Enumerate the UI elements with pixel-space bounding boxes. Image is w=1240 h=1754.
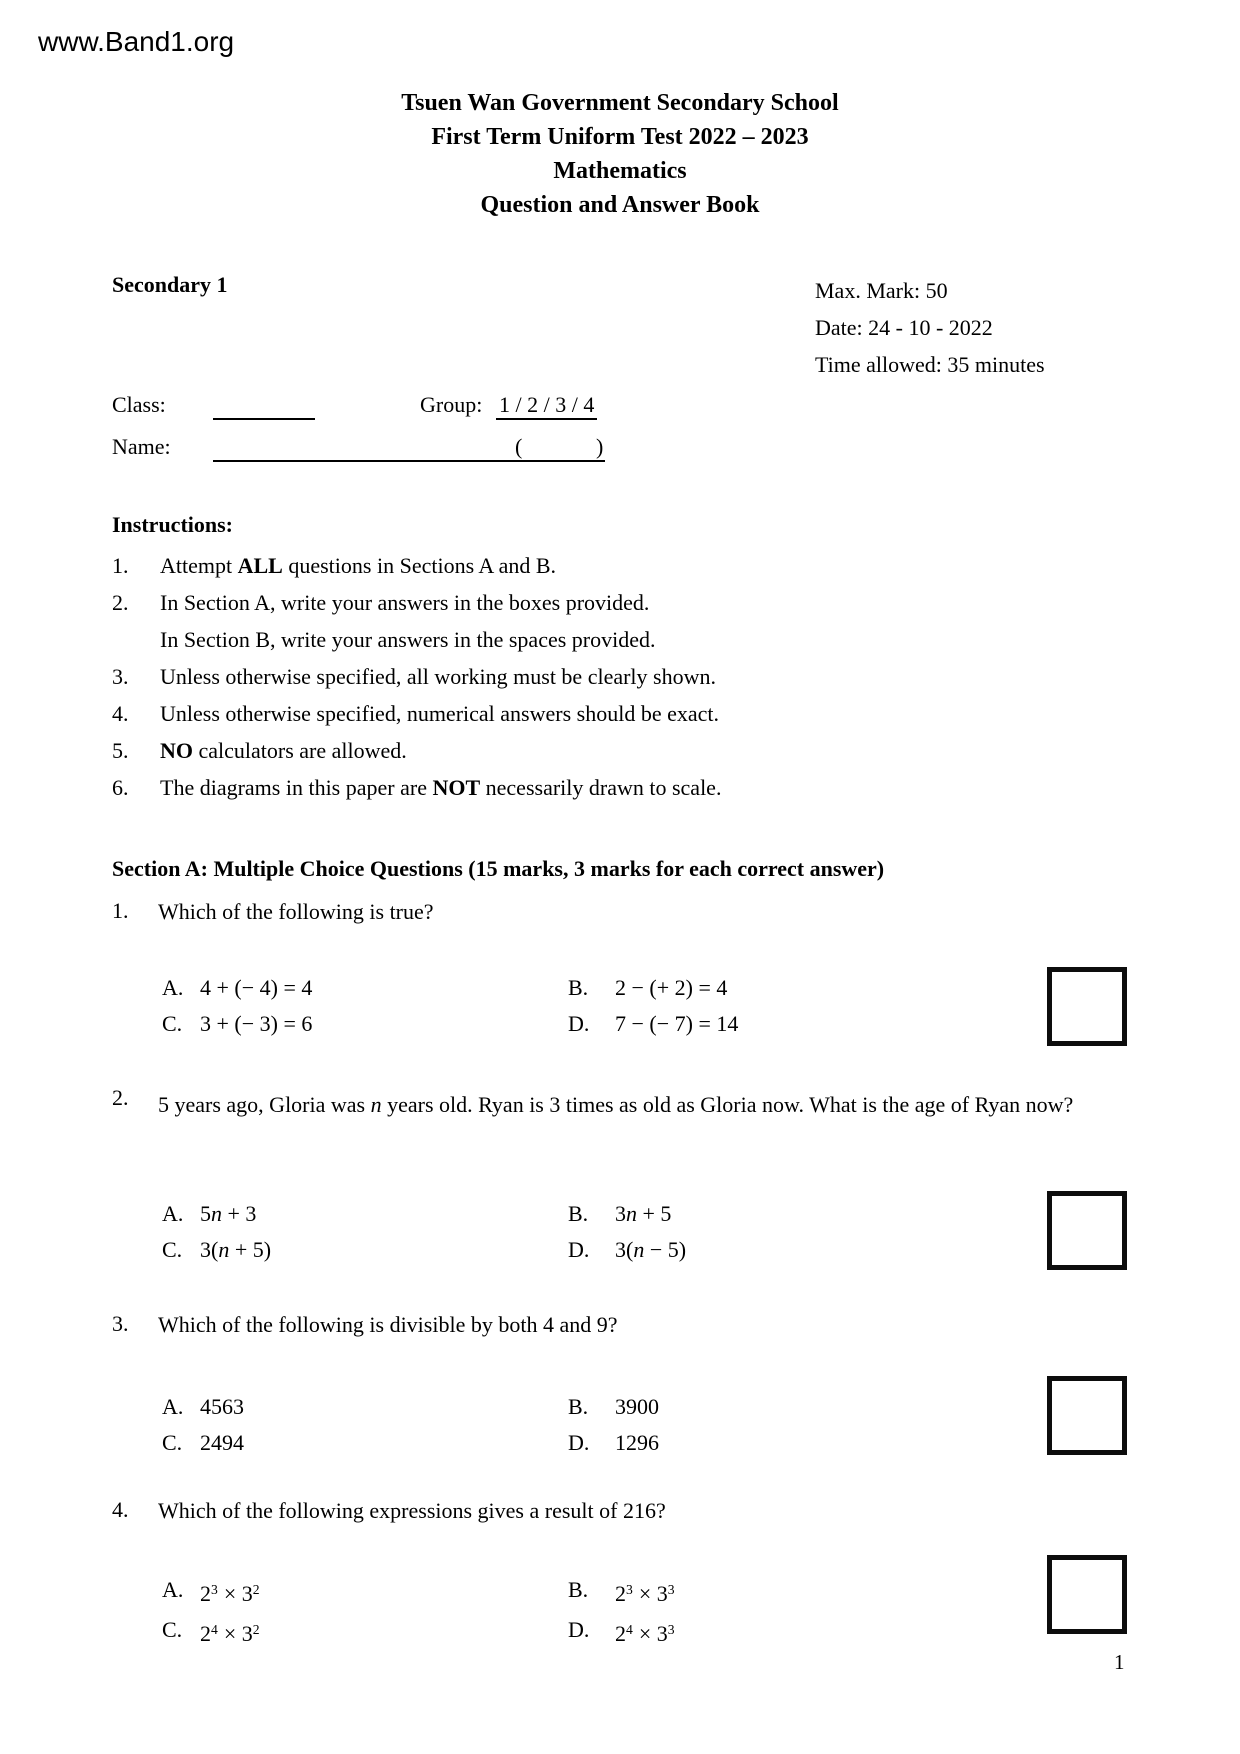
option-letter: C. xyxy=(162,1237,183,1262)
question-4-head xyxy=(112,1497,1128,1525)
option-letter: D. xyxy=(568,1430,590,1455)
question-text: 5 years ago, Gloria was n years old. Ryan is 3 times as old as Gloria now. What is the age of Ryan now? xyxy=(158,1092,1074,1117)
name-label: Name: xyxy=(112,434,171,459)
option-value: 4563 xyxy=(200,1394,244,1419)
option-letter: B. xyxy=(568,1394,589,1419)
instruction-number: 6. xyxy=(112,775,129,800)
class-number-paren-close: ) xyxy=(596,434,604,459)
question-3-options xyxy=(162,1389,659,1461)
class-blank-field xyxy=(213,392,315,420)
option-letter: A. xyxy=(162,1577,184,1602)
question-4-options xyxy=(162,1572,675,1652)
group-label: Group: xyxy=(420,392,483,417)
exam-info-block xyxy=(815,272,1045,383)
option-letter: C. xyxy=(162,1011,183,1036)
option-row xyxy=(162,1232,686,1268)
instruction-item xyxy=(112,769,721,806)
document-title-block xyxy=(0,86,1240,222)
question-2-options xyxy=(162,1196,686,1268)
option-value: 2494 xyxy=(200,1430,244,1455)
school-name: Tsuen Wan Government Secondary School xyxy=(401,90,839,116)
question-text: Which of the following is divisible by both 4 and 9? xyxy=(158,1312,618,1337)
answer-box-question-3 xyxy=(1047,1376,1127,1455)
level-label: Secondary 1 xyxy=(112,272,228,297)
page-number: 1 xyxy=(1114,1650,1125,1674)
class-label: Class: xyxy=(112,392,166,417)
answer-box-question-1 xyxy=(1047,967,1127,1046)
question-text: Which of the following is true? xyxy=(158,899,434,924)
option-row xyxy=(162,1389,659,1425)
instruction-text: Unless otherwise specified, numerical answers should be exact. xyxy=(160,701,719,726)
max-mark: Max. Mark: 50 xyxy=(815,278,948,303)
option-row xyxy=(162,1196,686,1232)
instruction-item xyxy=(112,732,721,769)
option-letter: C. xyxy=(162,1617,183,1643)
option-letter: C. xyxy=(162,1430,183,1455)
option-letter: D. xyxy=(568,1617,590,1643)
name-row xyxy=(112,434,1128,466)
option-letter: B. xyxy=(568,1201,589,1226)
instruction-text: NO calculators are allowed. xyxy=(160,738,407,763)
option-value: $2^3 \times 3^2$ xyxy=(200,1581,261,1607)
option-row xyxy=(162,1425,659,1461)
option-value: 4 + (− 4) = 4 xyxy=(200,975,313,1000)
class-group-row xyxy=(112,392,1128,424)
option-value: 1296 xyxy=(615,1430,659,1455)
question-2 xyxy=(112,1085,1128,1262)
book-name: Question and Answer Book xyxy=(480,192,760,218)
instruction-text: Attempt ALL questions in Sections A and B. xyxy=(160,553,557,578)
question-number: 4. xyxy=(112,1497,129,1522)
class-number-paren-open: ( xyxy=(515,434,523,459)
option-letter: D. xyxy=(568,1237,590,1262)
question-1-head xyxy=(112,898,1128,926)
option-letter: D. xyxy=(568,1011,590,1036)
instruction-item xyxy=(112,547,721,584)
option-row xyxy=(162,1612,675,1652)
subject-name: Mathematics xyxy=(553,158,687,184)
option-value: $2^4 \times 3^3$ xyxy=(615,1621,676,1647)
option-value: 3(n + 5) xyxy=(200,1237,272,1262)
answer-box-question-2 xyxy=(1047,1191,1127,1270)
instruction-number: 3. xyxy=(112,664,129,689)
question-3-head xyxy=(112,1311,1128,1339)
question-3 xyxy=(112,1311,1128,1455)
exam-date: Date: 24 - 10 - 2022 xyxy=(815,315,993,340)
option-value: 2 − (+ 2) = 4 xyxy=(615,975,728,1000)
name-blank-field xyxy=(213,434,605,462)
question-number: 3. xyxy=(112,1311,129,1336)
instruction-number: 1. xyxy=(112,553,129,578)
option-letter: A. xyxy=(162,1394,184,1419)
option-value: 5n + 3 xyxy=(200,1201,257,1226)
question-2-head xyxy=(112,1085,1128,1125)
section-a-heading: Section A: Multiple Choice Questions (15 marks, 3 marks for each correct answer) xyxy=(112,856,885,881)
instruction-number xyxy=(112,621,160,658)
option-row xyxy=(162,970,738,1006)
instruction-text: In Section B, write your answers in the spaces provided. xyxy=(160,627,656,652)
option-value: $2^3 \times 3^3$ xyxy=(615,1581,676,1607)
instructions-heading: Instructions: xyxy=(112,512,234,537)
instruction-item xyxy=(112,621,721,658)
option-value: 3 + (− 3) = 6 xyxy=(200,1011,313,1036)
instruction-number: 4. xyxy=(112,701,129,726)
site-watermark: www.Band1.org xyxy=(38,26,235,57)
option-letter: B. xyxy=(568,1577,589,1602)
option-letter: A. xyxy=(162,1201,184,1226)
instructions-list xyxy=(112,547,721,806)
question-1-options xyxy=(162,970,738,1042)
instruction-item xyxy=(112,658,721,695)
instruction-text: Unless otherwise specified, all working must be clearly shown. xyxy=(160,664,716,689)
instruction-number: 5. xyxy=(112,738,129,763)
instruction-text: The diagrams in this paper are NOT necessarily drawn to scale. xyxy=(160,775,722,800)
option-letter: A. xyxy=(162,975,184,1000)
option-value: 3900 xyxy=(615,1394,659,1419)
instruction-number: 2. xyxy=(112,590,129,615)
test-name: First Term Uniform Test 2022 – 2023 xyxy=(431,124,809,150)
option-row xyxy=(162,1572,675,1612)
option-value: 3n + 5 xyxy=(615,1201,672,1226)
question-1 xyxy=(112,898,1128,1036)
instruction-text: In Section A, write your answers in the boxes provided. xyxy=(160,590,650,615)
option-value: 3(n − 5) xyxy=(615,1237,687,1262)
option-row xyxy=(162,1006,738,1042)
question-number: 2. xyxy=(112,1085,129,1110)
instruction-item xyxy=(112,695,721,732)
question-text: Which of the following expressions gives a result of 216? xyxy=(158,1498,666,1523)
question-4 xyxy=(112,1497,1128,1647)
group-options: 1 / 2 / 3 / 4 xyxy=(496,392,597,420)
option-value: $2^4 \times 3^2$ xyxy=(200,1621,261,1647)
question-number: 1. xyxy=(112,898,129,923)
option-value: 7 − (− 7) = 14 xyxy=(615,1011,739,1036)
answer-box-question-4 xyxy=(1047,1555,1127,1634)
option-letter: B. xyxy=(568,975,589,1000)
instruction-item xyxy=(112,584,721,621)
time-allowed: Time allowed: 35 minutes xyxy=(815,352,1045,377)
